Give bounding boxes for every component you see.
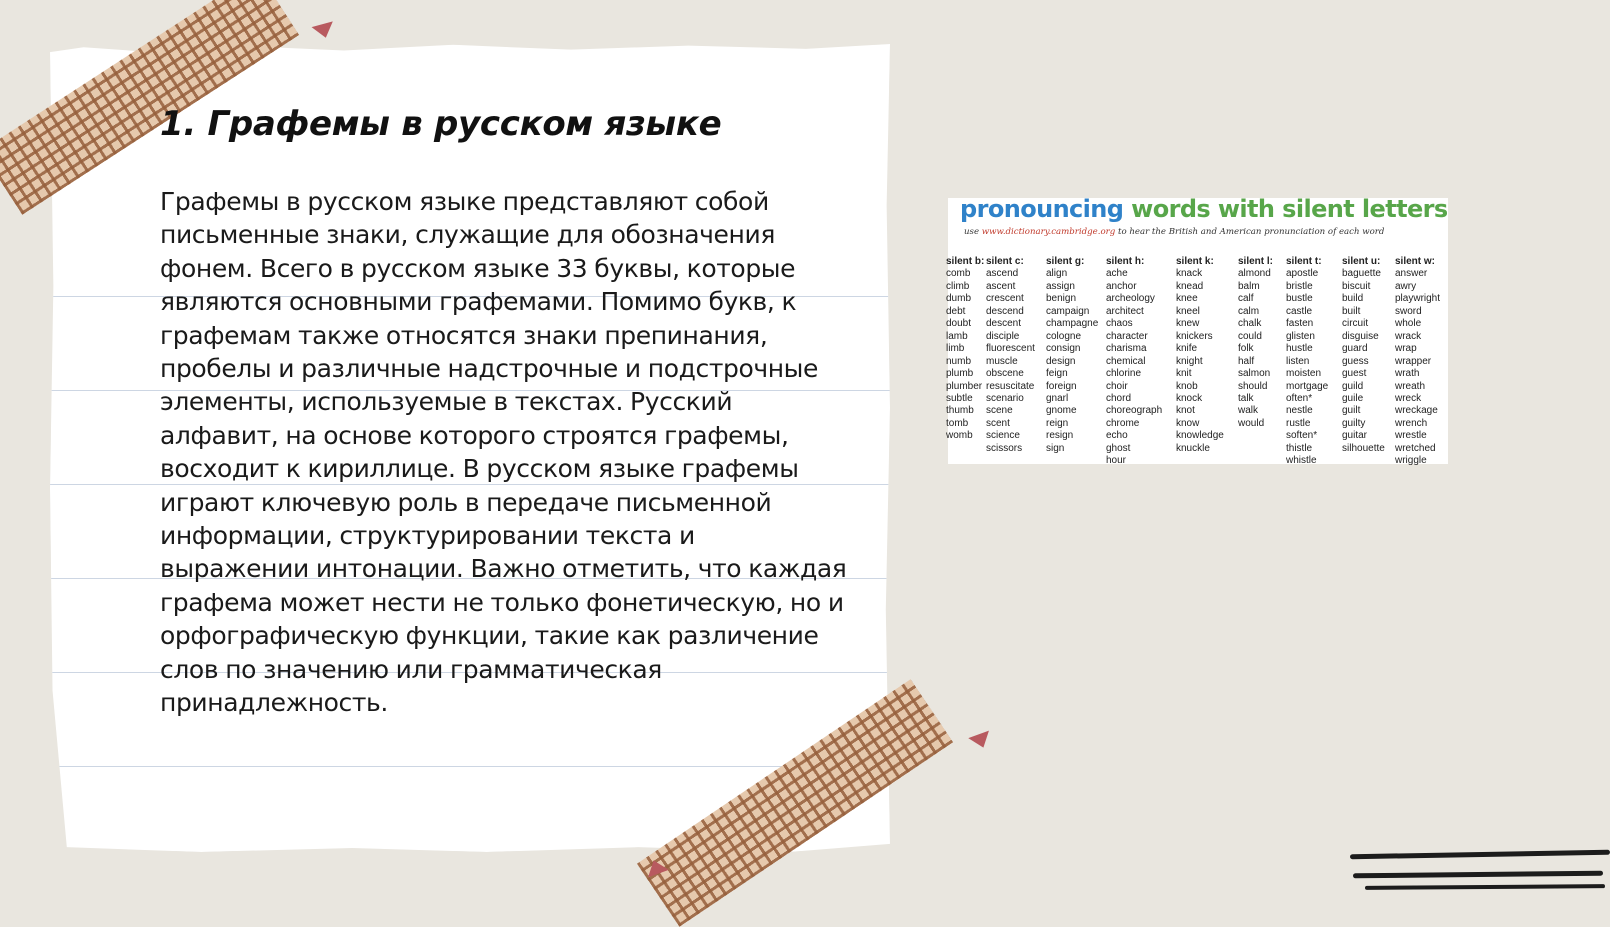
silent-letter-word: knot xyxy=(1176,405,1195,417)
silent-letter-word: sign xyxy=(1046,442,1065,454)
silent-letter-word: gnome xyxy=(1046,405,1077,417)
silent-letter-word: wrench xyxy=(1395,417,1428,429)
silent-letter-word: chord xyxy=(1106,392,1132,404)
image-subtitle-link: www.dictionary.cambridge.org xyxy=(981,227,1116,237)
silent-letter-word: consign xyxy=(1046,343,1081,355)
word-column-head: silent k: xyxy=(1176,256,1214,267)
silent-letter-word: circuit xyxy=(1342,318,1369,330)
image-title-part2: words with silent letters xyxy=(1131,195,1448,223)
image-title xyxy=(960,195,1448,223)
silent-letter-word: glisten xyxy=(1286,330,1315,342)
word-column xyxy=(1238,256,1273,430)
silent-letter-word: whole xyxy=(1395,318,1422,330)
brush-stroke xyxy=(1353,871,1603,879)
silent-letter-word: chalk xyxy=(1238,318,1262,330)
silent-letter-word: knead xyxy=(1176,280,1204,292)
word-column xyxy=(946,256,984,443)
silent-letter-word: biscuit xyxy=(1342,280,1371,292)
silent-letter-word: could xyxy=(1238,330,1262,342)
silent-letter-word: knuckle xyxy=(1176,442,1210,454)
word-column xyxy=(1395,256,1440,468)
silent-letter-word: plumber xyxy=(946,380,983,392)
silent-letter-word: silhouette xyxy=(1342,442,1385,454)
silent-letter-word: wreath xyxy=(1395,380,1426,392)
tape-pin-icon xyxy=(968,731,993,752)
silent-letter-word: hour xyxy=(1106,455,1127,467)
word-column-head: silent h: xyxy=(1106,256,1145,267)
silent-letter-word: descent xyxy=(986,318,1022,330)
silent-letter-word: choreograph xyxy=(1106,405,1163,417)
silent-letter-word: knickers xyxy=(1176,330,1213,342)
silent-letter-word: align xyxy=(1046,268,1068,280)
silent-letter-word: balm xyxy=(1238,280,1260,292)
silent-letter-word: feign xyxy=(1046,368,1068,380)
silent-letter-word: resign xyxy=(1046,430,1074,442)
silent-letter-word: guess xyxy=(1342,355,1369,367)
silent-letter-word: bustle xyxy=(1286,293,1313,305)
silent-letter-word: echo xyxy=(1106,430,1128,442)
silent-letter-word: cologne xyxy=(1046,330,1082,342)
silent-letter-word: benign xyxy=(1046,293,1077,305)
silent-letter-word: resuscitate xyxy=(986,380,1035,392)
silent-letter-word: champagne xyxy=(1046,318,1099,330)
silent-letter-word: knock xyxy=(1176,392,1203,404)
slide-body-text: Графемы в русском языке представляют собой письменные знаки, служащие для обозначения фонем. Всего в русском языке 33 буквы, которые являются основными графемами. Помимо букв, к графемам также относятся знаки препинания, пробелы и различные надстрочные и подстрочные элементы, используемые в текстах. Русский алфавит, на основе которого строятся графемы, восходит к кириллице. В русском языке графемы играют ключевую роль в передаче письменной информации, структурировании текста и выражении интонации. Важно отметить, что каждая графема может нести не только фонетическую, но и орфографическую функции, такие как различение слов по значению или грамматическая принадлежность. xyxy=(160,187,847,718)
silent-letter-word: ascend xyxy=(986,268,1019,280)
silent-letter-word: knew xyxy=(1176,318,1200,330)
silent-letter-word: playwright xyxy=(1395,293,1441,305)
silent-letter-word: descend xyxy=(986,305,1024,317)
silent-letter-word: dumb xyxy=(946,293,972,305)
silent-letter-word: knee xyxy=(1176,293,1198,305)
image-title-part1: pronouncing xyxy=(960,195,1124,223)
silent-letter-word: should xyxy=(1238,380,1268,392)
silent-letter-word: scene xyxy=(986,405,1013,417)
word-column xyxy=(1176,256,1224,455)
silent-letter-word: ascent xyxy=(986,280,1016,292)
silent-letter-word: limb xyxy=(946,343,965,355)
silent-letter-word: disguise xyxy=(1342,330,1379,342)
silent-letter-word: knife xyxy=(1176,343,1198,355)
silent-letter-word: architect xyxy=(1106,305,1144,317)
silent-letter-word: lamb xyxy=(946,330,968,342)
silent-letter-word: thumb xyxy=(946,405,974,417)
silent-letter-word: knowledge xyxy=(1176,430,1224,442)
silent-letter-word: subtle xyxy=(946,392,973,404)
silent-letter-word: crescent xyxy=(986,293,1024,305)
silent-letter-word: reign xyxy=(1046,417,1069,429)
paper-rule-line xyxy=(50,766,890,767)
silent-letter-word: archeology xyxy=(1106,293,1155,305)
silent-letter-word: disciple xyxy=(986,330,1020,342)
silent-letter-word: castle xyxy=(1286,305,1313,317)
silent-letter-word: wrap xyxy=(1395,343,1417,355)
silent-letter-word: almond xyxy=(1238,268,1271,280)
image-subtitle xyxy=(964,227,1384,237)
silent-letter-word: build xyxy=(1342,293,1364,305)
silent-letter-word: built xyxy=(1342,305,1361,317)
silent-letter-word: kneel xyxy=(1176,305,1200,317)
silent-letter-word: debt xyxy=(946,305,966,317)
silent-letter-word: plumb xyxy=(946,368,974,380)
silent-letter-word: baguette xyxy=(1342,268,1381,280)
silent-letter-word: fluorescent xyxy=(986,343,1035,355)
silent-letter-word: wrack xyxy=(1395,330,1422,342)
silent-letter-word: muscle xyxy=(986,355,1018,367)
silent-letter-word: nestle xyxy=(1286,405,1313,417)
silent-letter-word: science xyxy=(986,430,1020,442)
word-column-head: silent w: xyxy=(1395,256,1436,267)
silent-letter-word: choir xyxy=(1106,380,1128,392)
silent-letter-word: gnarl xyxy=(1046,392,1069,404)
slide-title: 1. Графемы в русском языке xyxy=(160,104,722,144)
silent-letter-word: knob xyxy=(1176,380,1198,392)
word-column-head: silent c: xyxy=(986,256,1024,267)
silent-letter-word: apostle xyxy=(1286,268,1319,280)
silent-letter-word: whistle xyxy=(1286,455,1317,467)
word-column-head: silent t: xyxy=(1286,256,1322,267)
silent-letter-word: wrath xyxy=(1395,368,1420,380)
silent-letter-word: walk xyxy=(1238,405,1259,417)
silent-letters-image xyxy=(946,195,1448,467)
silent-letter-word: design xyxy=(1046,355,1076,367)
silent-letter-word: wrestle xyxy=(1395,430,1427,442)
silent-letter-word: listen xyxy=(1286,355,1310,367)
word-column xyxy=(986,256,1035,455)
silent-letter-word: wriggle xyxy=(1395,455,1427,467)
silent-letter-word: wreckage xyxy=(1395,405,1438,417)
silent-letter-word: salmon xyxy=(1238,368,1271,380)
silent-letter-word: wreck xyxy=(1395,392,1422,404)
silent-letter-word: womb xyxy=(946,430,973,442)
silent-letter-word: soften* xyxy=(1286,430,1318,442)
silent-letter-word: guile xyxy=(1342,392,1364,404)
silent-letter-word: guard xyxy=(1342,343,1368,355)
silent-letter-word: folk xyxy=(1238,343,1254,355)
silent-letter-word: anchor xyxy=(1106,280,1137,292)
silent-letter-word: wrapper xyxy=(1395,355,1432,367)
silent-letter-word: scent xyxy=(986,417,1010,429)
silent-letter-word: ghost xyxy=(1106,442,1131,454)
word-column xyxy=(1106,256,1162,468)
silent-letter-word: mortgage xyxy=(1286,380,1329,392)
silent-letter-word: hustle xyxy=(1286,343,1313,355)
silent-letter-word: bristle xyxy=(1286,280,1313,292)
silent-letter-word: fasten xyxy=(1286,318,1314,330)
silent-letter-word: chlorine xyxy=(1106,368,1142,380)
silent-letter-word: numb xyxy=(946,355,972,367)
silent-letter-word: knit xyxy=(1176,368,1192,380)
word-column-head: silent g: xyxy=(1046,256,1085,267)
silent-letter-word: answer xyxy=(1395,268,1428,280)
silent-letter-word: often* xyxy=(1286,392,1313,404)
silent-letter-word: knack xyxy=(1176,268,1203,280)
silent-letter-word: moisten xyxy=(1286,368,1322,380)
silent-letter-word: guilt xyxy=(1342,405,1361,417)
word-column xyxy=(1342,256,1385,455)
silent-letter-word: guilty xyxy=(1342,417,1366,429)
silent-letter-word: doubt xyxy=(946,318,972,330)
silent-letter-word: ache xyxy=(1106,268,1128,280)
image-subtitle-prefix: use xyxy=(964,227,980,237)
silent-letter-word: campaign xyxy=(1046,305,1090,317)
brush-stroke xyxy=(1350,850,1610,860)
silent-letter-word: charisma xyxy=(1106,343,1147,355)
word-column-head: silent u: xyxy=(1342,256,1381,267)
word-column xyxy=(1046,256,1098,455)
silent-letter-word: chaos xyxy=(1106,318,1133,330)
image-subtitle-suffix: to hear the British and American pronunciation of each word xyxy=(1117,227,1385,237)
silent-letter-word: talk xyxy=(1238,392,1254,404)
brush-stroke xyxy=(1365,884,1605,890)
silent-letter-word: sword xyxy=(1395,305,1422,317)
silent-letter-word: wretched xyxy=(1395,442,1436,454)
silent-letter-word: awry xyxy=(1395,280,1417,292)
silent-letter-word: character xyxy=(1106,330,1148,342)
word-column xyxy=(1286,256,1328,468)
silent-letter-word: half xyxy=(1238,355,1255,367)
silent-letter-word: thistle xyxy=(1286,442,1313,454)
silent-letter-word: guitar xyxy=(1342,430,1368,442)
silent-letter-word: calf xyxy=(1238,293,1254,305)
tape-pin-icon xyxy=(312,21,337,40)
silent-letter-word: rustle xyxy=(1286,417,1311,429)
silent-letter-word: know xyxy=(1176,417,1200,429)
silent-letter-word: guest xyxy=(1342,368,1367,380)
silent-letter-word: guild xyxy=(1342,380,1364,392)
silent-letter-word: assign xyxy=(1046,280,1075,292)
silent-letter-word: knight xyxy=(1176,355,1203,367)
silent-letter-word: scenario xyxy=(986,392,1024,404)
silent-letter-word: comb xyxy=(946,268,971,280)
silent-letter-word: tomb xyxy=(946,417,969,429)
silent-letter-word: calm xyxy=(1238,305,1260,317)
silent-letter-word: would xyxy=(1238,417,1265,429)
word-column-head: silent b: xyxy=(946,256,985,267)
silent-letter-word: chemical xyxy=(1106,355,1146,367)
silent-letter-word: obscene xyxy=(986,368,1024,380)
silent-letter-word: scissors xyxy=(986,442,1023,454)
silent-letter-word: foreign xyxy=(1046,380,1077,392)
silent-letter-word: chrome xyxy=(1106,417,1140,429)
silent-letter-word: climb xyxy=(946,280,970,292)
word-column-head: silent l: xyxy=(1238,256,1274,267)
